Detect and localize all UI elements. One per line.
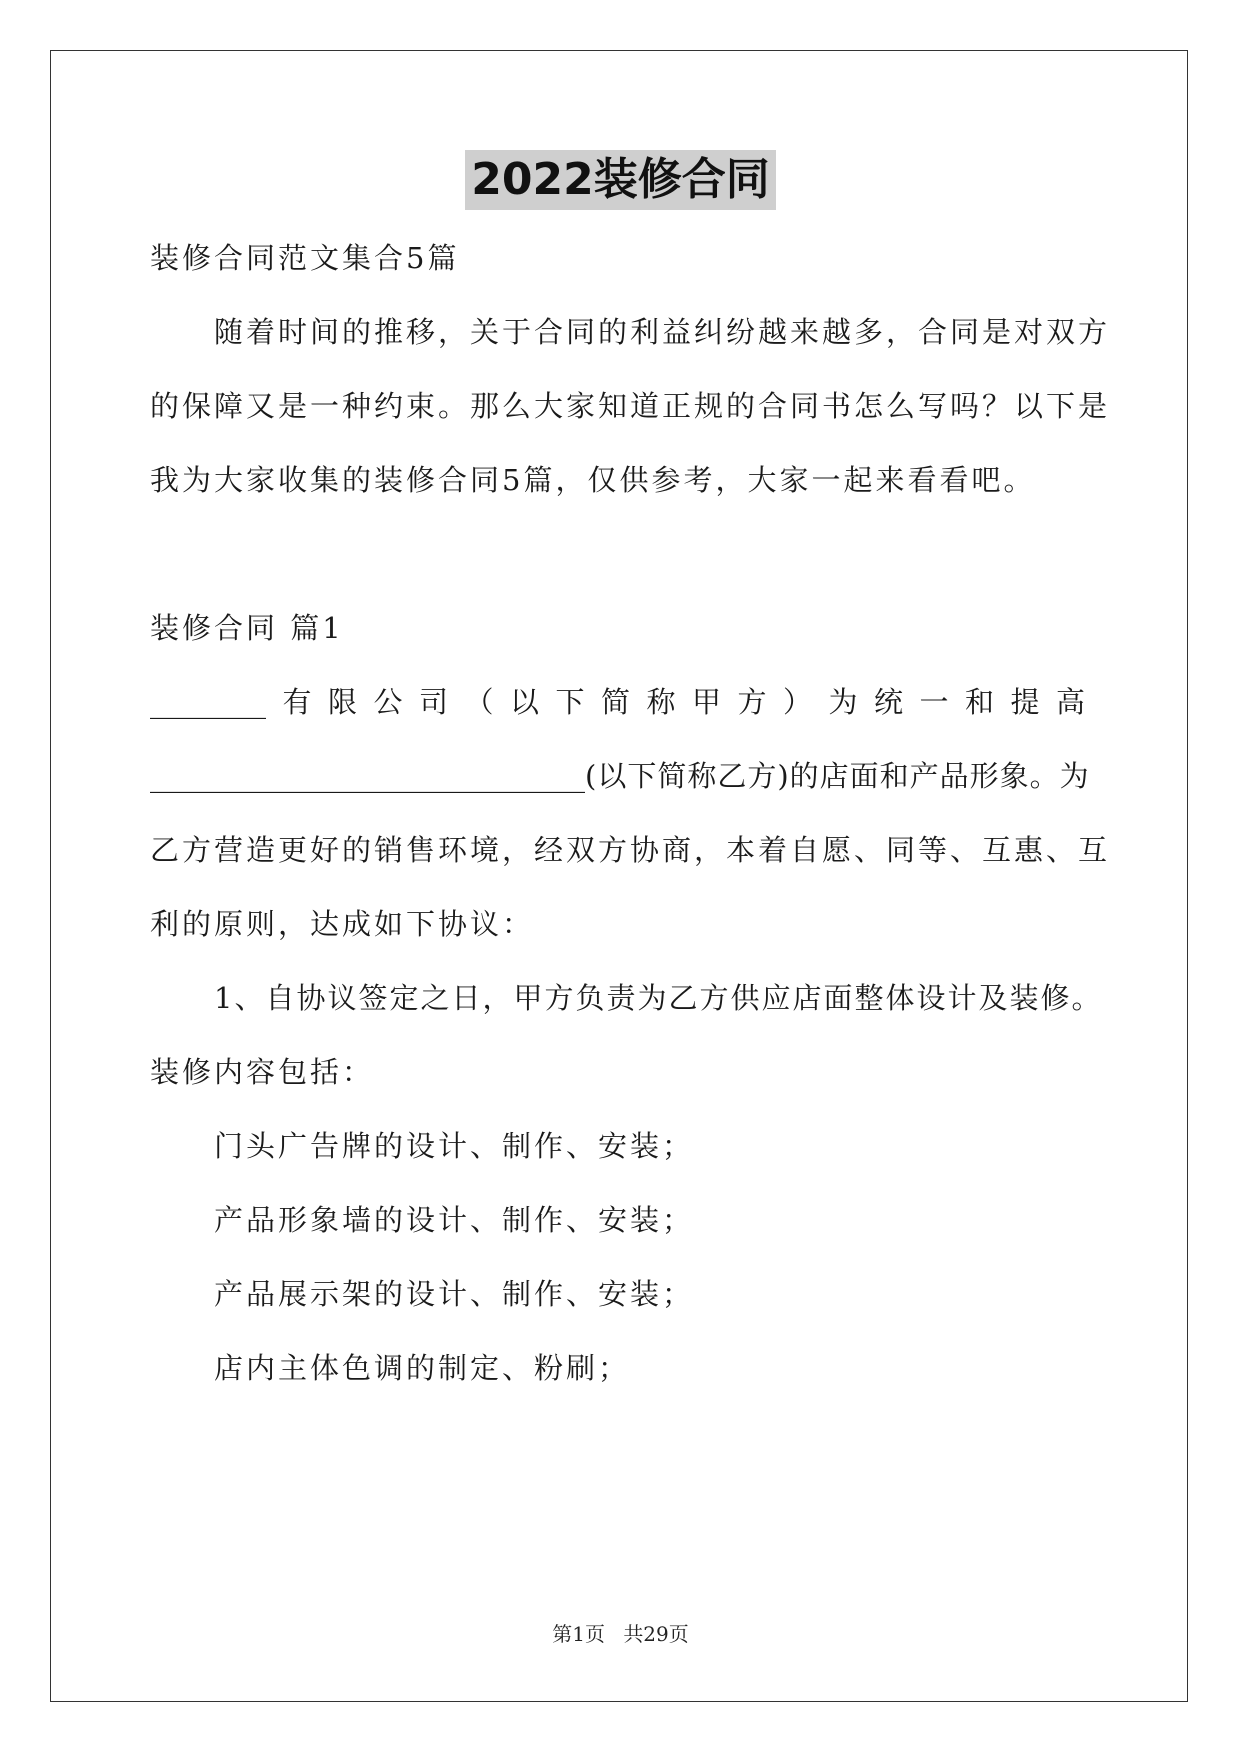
list-item: 产品展示架的设计、制作、安装； bbox=[214, 1277, 695, 1311]
party-char: 以 bbox=[509, 685, 539, 719]
party-char: 简 bbox=[600, 685, 630, 719]
list-item: 门头广告牌的设计、制作、安装； bbox=[214, 1129, 695, 1163]
document-title: 2022装修合同 bbox=[465, 150, 775, 210]
title-container bbox=[0, 150, 1241, 210]
party-char: 一 bbox=[919, 685, 949, 719]
blank-field-company: ________ bbox=[150, 685, 266, 719]
blank-field-party-b: ______________________________ bbox=[150, 759, 585, 793]
party-char: 甲 bbox=[691, 685, 721, 719]
intro-line-2: 的保障又是一种约束。那么大家知道正规的合同书怎么写吗？以下是 bbox=[150, 389, 1111, 423]
party-line-2-text: (以下简称乙方)的店面和产品形象。为 bbox=[585, 759, 1090, 793]
paragraph-line-1: 乙方营造更好的销售环境，经双方协商，本着自愿、同等、互惠、互 bbox=[150, 833, 1111, 867]
party-char: ） bbox=[782, 685, 812, 719]
document-subtitle: 装修合同范文集合5篇 bbox=[150, 241, 460, 275]
party-char: 方 bbox=[737, 685, 767, 719]
clause-1-line-1: 1、自协议签定之日，甲方负责为乙方供应店面整体设计及装修。 bbox=[214, 981, 1103, 1015]
party-char: 统 bbox=[873, 685, 903, 719]
page-total: 共29页 bbox=[623, 1622, 689, 1646]
paragraph-line-2: 利的原则，达成如下协议： bbox=[150, 907, 535, 941]
party-line-2 bbox=[150, 756, 1090, 796]
party-char: 提 bbox=[1010, 685, 1040, 719]
party-char: 称 bbox=[646, 685, 676, 719]
party-char: （ bbox=[464, 685, 494, 719]
intro-line-3: 我为大家收集的装修合同5篇，仅供参考，大家一起来看看吧。 bbox=[150, 463, 1036, 497]
party-char: 和 bbox=[964, 685, 994, 719]
party-char: 为 bbox=[828, 685, 858, 719]
clause-1-line-2: 装修内容包括： bbox=[150, 1055, 375, 1089]
party-char: 有 bbox=[282, 685, 312, 719]
party-char: 限 bbox=[327, 685, 357, 719]
list-item: 店内主体色调的制定、粉刷； bbox=[214, 1351, 631, 1385]
section-heading: 装修合同 篇1 bbox=[150, 611, 344, 645]
page-footer bbox=[0, 1620, 1241, 1648]
page-number: 第1页 bbox=[552, 1622, 605, 1646]
list-item: 产品形象墙的设计、制作、安装； bbox=[214, 1203, 695, 1237]
page-border bbox=[50, 50, 1188, 1702]
party-char: 公 bbox=[373, 685, 403, 719]
party-char: 下 bbox=[555, 685, 585, 719]
party-char: 高 bbox=[1055, 685, 1085, 719]
party-line-1 bbox=[150, 682, 1085, 722]
intro-line-1: 随着时间的推移，关于合同的利益纠纷越来越多，合同是对双方 bbox=[214, 315, 1111, 349]
party-char: 司 bbox=[418, 685, 448, 719]
